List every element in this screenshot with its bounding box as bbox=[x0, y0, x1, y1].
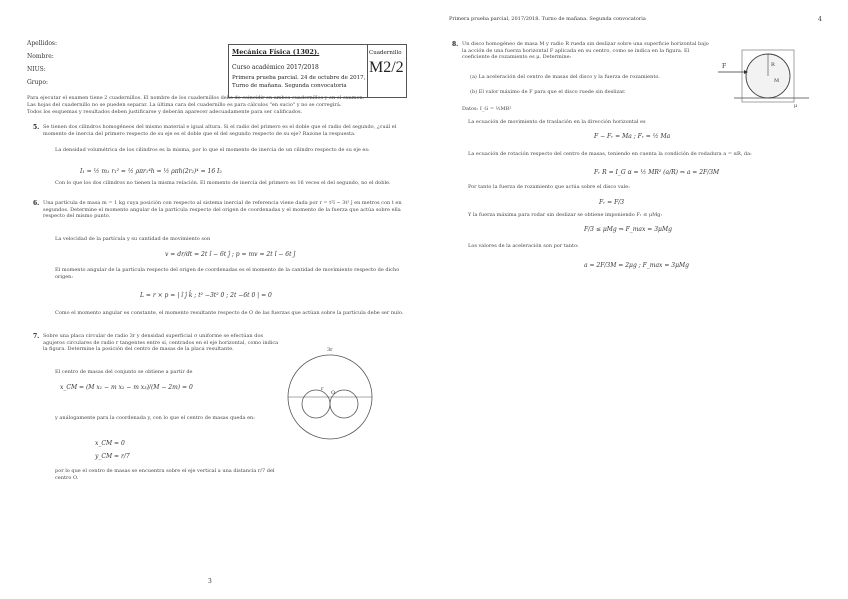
figure-label-3r: 3r bbox=[327, 347, 333, 353]
field-grupo: Grupo: bbox=[27, 79, 48, 86]
problem-6-answer: La velocidad de la partícula y su cantidad de movimiento son bbox=[55, 236, 211, 242]
problem-8-part-a: (a) La aceleración del centro de masas del disco y la fuerza de rozamiento. bbox=[470, 74, 660, 80]
left-page-number: 3 bbox=[208, 578, 212, 585]
fig-label-m: M bbox=[774, 78, 780, 84]
problem-8-figure bbox=[714, 42, 814, 112]
exam-date: Primera prueba parcial. 24 de octubre de 2017, bbox=[232, 75, 366, 81]
problem-6-number: 6. bbox=[33, 200, 40, 207]
problem-8-eq-2: Fᵣ R = I_G α = ½ MR² (a/R) ⇒ a = 2F/3M bbox=[594, 169, 720, 176]
fig-label-f: F bbox=[722, 63, 727, 70]
right-page-number: 4 bbox=[818, 16, 822, 23]
problem-8-eq-5: a = 2F/3M = 2μg ; F_max = 3μMg bbox=[584, 262, 689, 269]
problem-8-data: Datos: I_G = ½MR² bbox=[462, 106, 512, 112]
course-title: Mecánica Física (1302). bbox=[232, 48, 320, 56]
hole-left bbox=[302, 390, 330, 418]
figure-label-r: r bbox=[321, 386, 324, 392]
problem-7-equation: x_CM = (M x₁ − m x₂ − m x₃)/(M − 2m) = 0 bbox=[60, 384, 193, 391]
problem-8-eq-4: F/3 ≤ μMg ⇒ F_max = 3μMg bbox=[584, 226, 672, 233]
problem-6-text2: El momento angular de la partícula respecto del origen de coordenadas es el momento de la cantidad de movimiento respecto de dicho origen: bbox=[55, 267, 400, 280]
problem-5-number: 5. bbox=[33, 124, 40, 131]
running-header: Primera prueba parcial, 2017/2018. Turno de mañana. Segunda convocatoria bbox=[449, 16, 646, 22]
figure-label-o: O bbox=[331, 390, 336, 396]
problem-7-eq-a: x_CM = 0 bbox=[95, 440, 125, 447]
problem-8-number: 8. bbox=[452, 41, 459, 48]
problem-6-conclusion: Como el momento angular es constante, el momento resultante respecto de O de las fuerzas que actúan sobre la partícula debe ser nulo. bbox=[55, 310, 404, 316]
problem-8-answer-2: La ecuación de rotación respecto del centro de masas, teniendo en cuenta la condición de rodadura a = αR, da: bbox=[468, 151, 752, 157]
field-nius: NIUS: bbox=[27, 66, 46, 73]
exam-header bbox=[228, 44, 368, 98]
problem-7-figure bbox=[285, 342, 375, 442]
problem-8-answer-1: La ecuación de movimiento de traslación en la dirección horizontal es bbox=[468, 119, 646, 125]
model-code: M2/2 bbox=[369, 59, 404, 76]
problem-5-answer: La densidad volumétrica de los cilindros es la misma, por lo que el momento de inercia de un cilindro respecto de su eje es: bbox=[55, 147, 370, 153]
problem-6-equation: v = dr/dt = 2t î − 6t ĵ ; p = mv = 2t î − 6t ĵ bbox=[165, 251, 296, 258]
fig-label-r: R bbox=[771, 62, 775, 68]
problem-8-answer-4: Y la fuerza máxima para rodar sin deslizar se obtiene imponiendo Fᵣ ≤ μMg: bbox=[468, 212, 663, 218]
model-label: Cuadernillo bbox=[369, 50, 402, 56]
problem-8-answer-5: Los valores de la aceleración son por tanto: bbox=[468, 243, 579, 249]
problem-7-conclusion: por lo que el centro de masas se encuentra sobre el eje vertical a una distancia r/7 del centro O. bbox=[55, 468, 275, 481]
instruction-2: Las hojas del cuadernillo no se pueden separar. La última cara del cuadernillo es para cálculos "en sucio" y no se corregirá. bbox=[27, 102, 342, 108]
problem-5-equation: I₁ = ½ m₁ r₁² = ½ ρπr₁⁴h = ½ ρπh(2r₂)⁴ = 16 I₂ bbox=[80, 168, 222, 175]
problem-7-text2: y análogamente para la coordenada y, con lo que el centro de masas queda en: bbox=[55, 415, 255, 421]
model-box bbox=[366, 44, 407, 98]
fig-label-mu: μ bbox=[794, 103, 798, 109]
problem-7-number: 7. bbox=[33, 333, 40, 340]
problem-6-statement: Una partícula de masa m = 1 kg cuya posición con respecto al sistema inercial de referencia viene dada por r = t²î − 3t² ĵ en metros con t en segundos. Determine el momento angular de la partícula respecto del origen de coordenadas y el momento de la fuerza que actúa sobre ella respecto del mismo punto. bbox=[43, 200, 402, 219]
problem-8-statement: Un disco homogéneo de masa M y radio R rueda sin deslizar sobre una superficie horizontal bajo la acción de una fuerza horizontal F aplicada en su centro, como se indica en la figura. El coeficiente de rozamiento es μ. Determine: bbox=[462, 41, 709, 60]
instruction-1: Para ejecutar el examen tiene 2 cuadernillos. El nombre de los cuadernillos debe de coincidir en ambos cuadernillos y en el examen. bbox=[27, 95, 365, 101]
problem-8-answer-3: Por tanto la fuerza de rozamiento que actúa sobre el disco vale: bbox=[468, 184, 630, 190]
problem-8-eq-3: Fᵣ = F/3 bbox=[599, 199, 625, 206]
problem-7-answer: El centro de masas del conjunto se obtiene a partir de bbox=[55, 369, 193, 375]
field-apellidos: Apellidos: bbox=[27, 40, 58, 47]
right-page bbox=[424, 0, 848, 599]
course-year: Curso académico 2017/2018 bbox=[232, 64, 319, 71]
instruction-3: Todos los esquemas y resultados deben justificarse y deberán aparecer adecuadamente para ser calificados. bbox=[27, 109, 303, 115]
problem-7-eq-b: y_CM = r/7 bbox=[95, 453, 130, 460]
problem-5-statement: Se tienen dos cilindros homogéneos del mismo material e igual altura. Si el radio del primero es el doble que el radio del segundo, ¿cuál el momento de inercia del primero respecto de su eje es el doble que el del segundo respecto de su eje? Razone la respuesta. bbox=[43, 124, 397, 137]
problem-7-statement: Sobre una placa circular de radio 3r y densidad superficial σ uniforme se efectúan dos agujeros circulares de radio r tangentes entre sí, centrados en el eje horizontal, como indica la figura. Determine la posición del centro de masas de la placa resultante. bbox=[43, 333, 279, 352]
problem-8-part-b: (b) El valor máximo de F para que el disco ruede sin deslizar. bbox=[470, 89, 626, 95]
problem-6-equation2: L = r × p = | î ĵ k̂ ; t² −3t² 0 ; 2t −6t 0 | = 0 bbox=[140, 292, 272, 299]
field-nombre: Nombre: bbox=[27, 53, 54, 60]
problem-5-conclusion: Con lo que los dos cilindros no tienen la misma relación. El momento de inercia del primero es 16 veces el del segundo, no el doble. bbox=[55, 180, 391, 186]
exam-shift: Turno de mañana. Segunda convocatoria bbox=[232, 83, 347, 89]
problem-8-eq-1: F − Fᵣ = Ma ; Fᵣ = ½ Ma bbox=[594, 133, 671, 140]
